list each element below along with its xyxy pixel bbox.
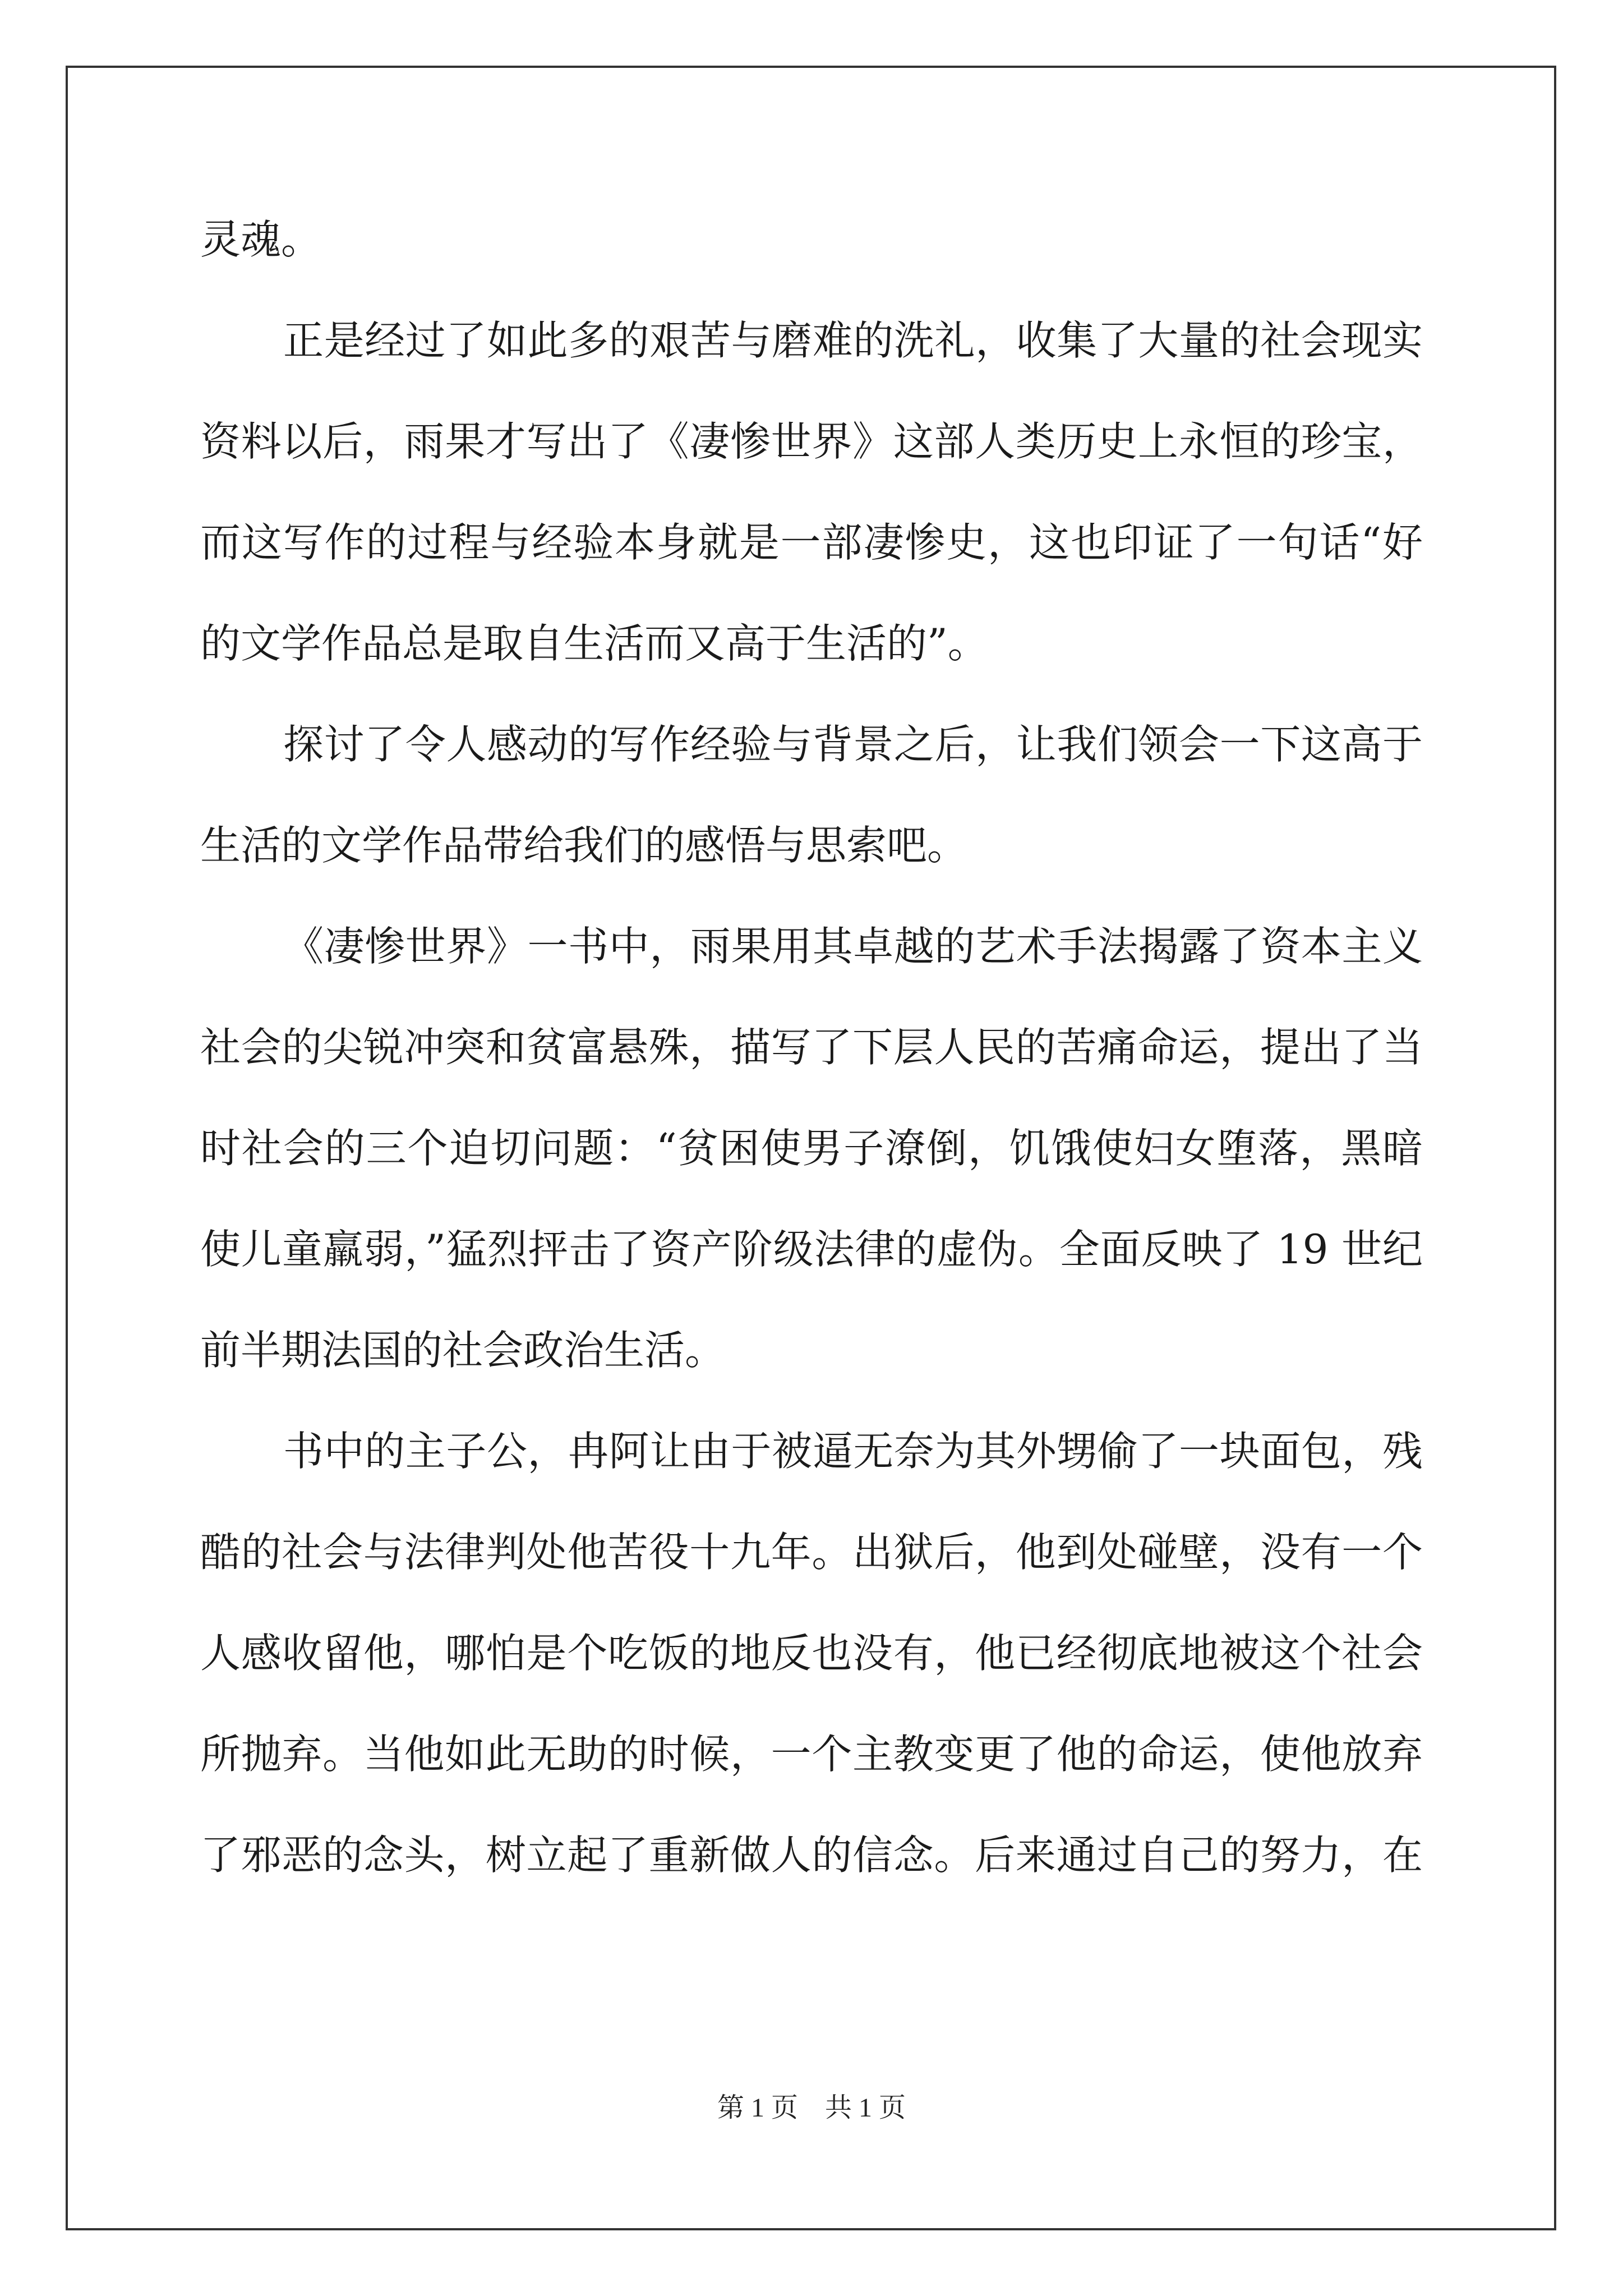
text-line: 的文学作品总是取自生活而又高于生活的”。 xyxy=(200,620,988,667)
text-line: 生活的文学作品带给我们的感悟与思索吧。 xyxy=(200,822,968,869)
text-line: 所抛弃。当他如此无助的时候，一个主教变更了他的命运，使他放弃 xyxy=(200,1731,1423,1778)
text-line: 使儿童羸弱，”猛烈抨击了资产阶级法律的虚伪。全面反映了 19 世纪 xyxy=(200,1226,1423,1273)
paragraph-first-line: 《凄惨世界》一书中，雨果用其卓越的艺术手法揭露了资本主义 xyxy=(283,923,1423,970)
text-line: 社会的尖锐冲突和贫富悬殊，描写了下层人民的苦痛命运，提出了当 xyxy=(200,1024,1423,1071)
text-line: 前半期法国的社会政治生活。 xyxy=(200,1327,726,1374)
page-number-footer: 第 1 页 共 1 页 xyxy=(717,2093,906,2123)
text-line: 灵魂。 xyxy=(200,216,322,263)
text-line: 酷的社会与法律判处他苦役十九年。出狱后，他到处碰壁，没有一个 xyxy=(200,1529,1423,1576)
paragraph-first-line: 书中的主子公，冉阿让由于被逼无奈为其外甥偷了一块面包，残 xyxy=(283,1428,1423,1475)
text-line: 而这写作的过程与经验本身就是一部凄惨史，这也印证了一句话“好 xyxy=(200,519,1423,566)
paragraph-first-line: 探讨了令人感动的写作经验与背景之后，让我们领会一下这高于 xyxy=(283,721,1423,768)
text-line: 了邪恶的念头，树立起了重新做人的信念。后来通过自己的努力，在 xyxy=(200,1832,1423,1879)
text-line: 时社会的三个迫切问题：“贫困使男子潦倒，饥饿使妇女堕落，黑暗 xyxy=(200,1125,1423,1172)
text-line: 人感收留他，哪怕是个吃饭的地反也没有，他已经彻底地被这个社会 xyxy=(200,1630,1423,1677)
paragraph-first-line: 正是经过了如此多的艰苦与磨难的洗礼，收集了大量的社会现实 xyxy=(283,317,1423,364)
text-line: 资料以后，雨果才写出了《凄惨世界》这部人类历史上永恒的珍宝， xyxy=(200,418,1423,465)
